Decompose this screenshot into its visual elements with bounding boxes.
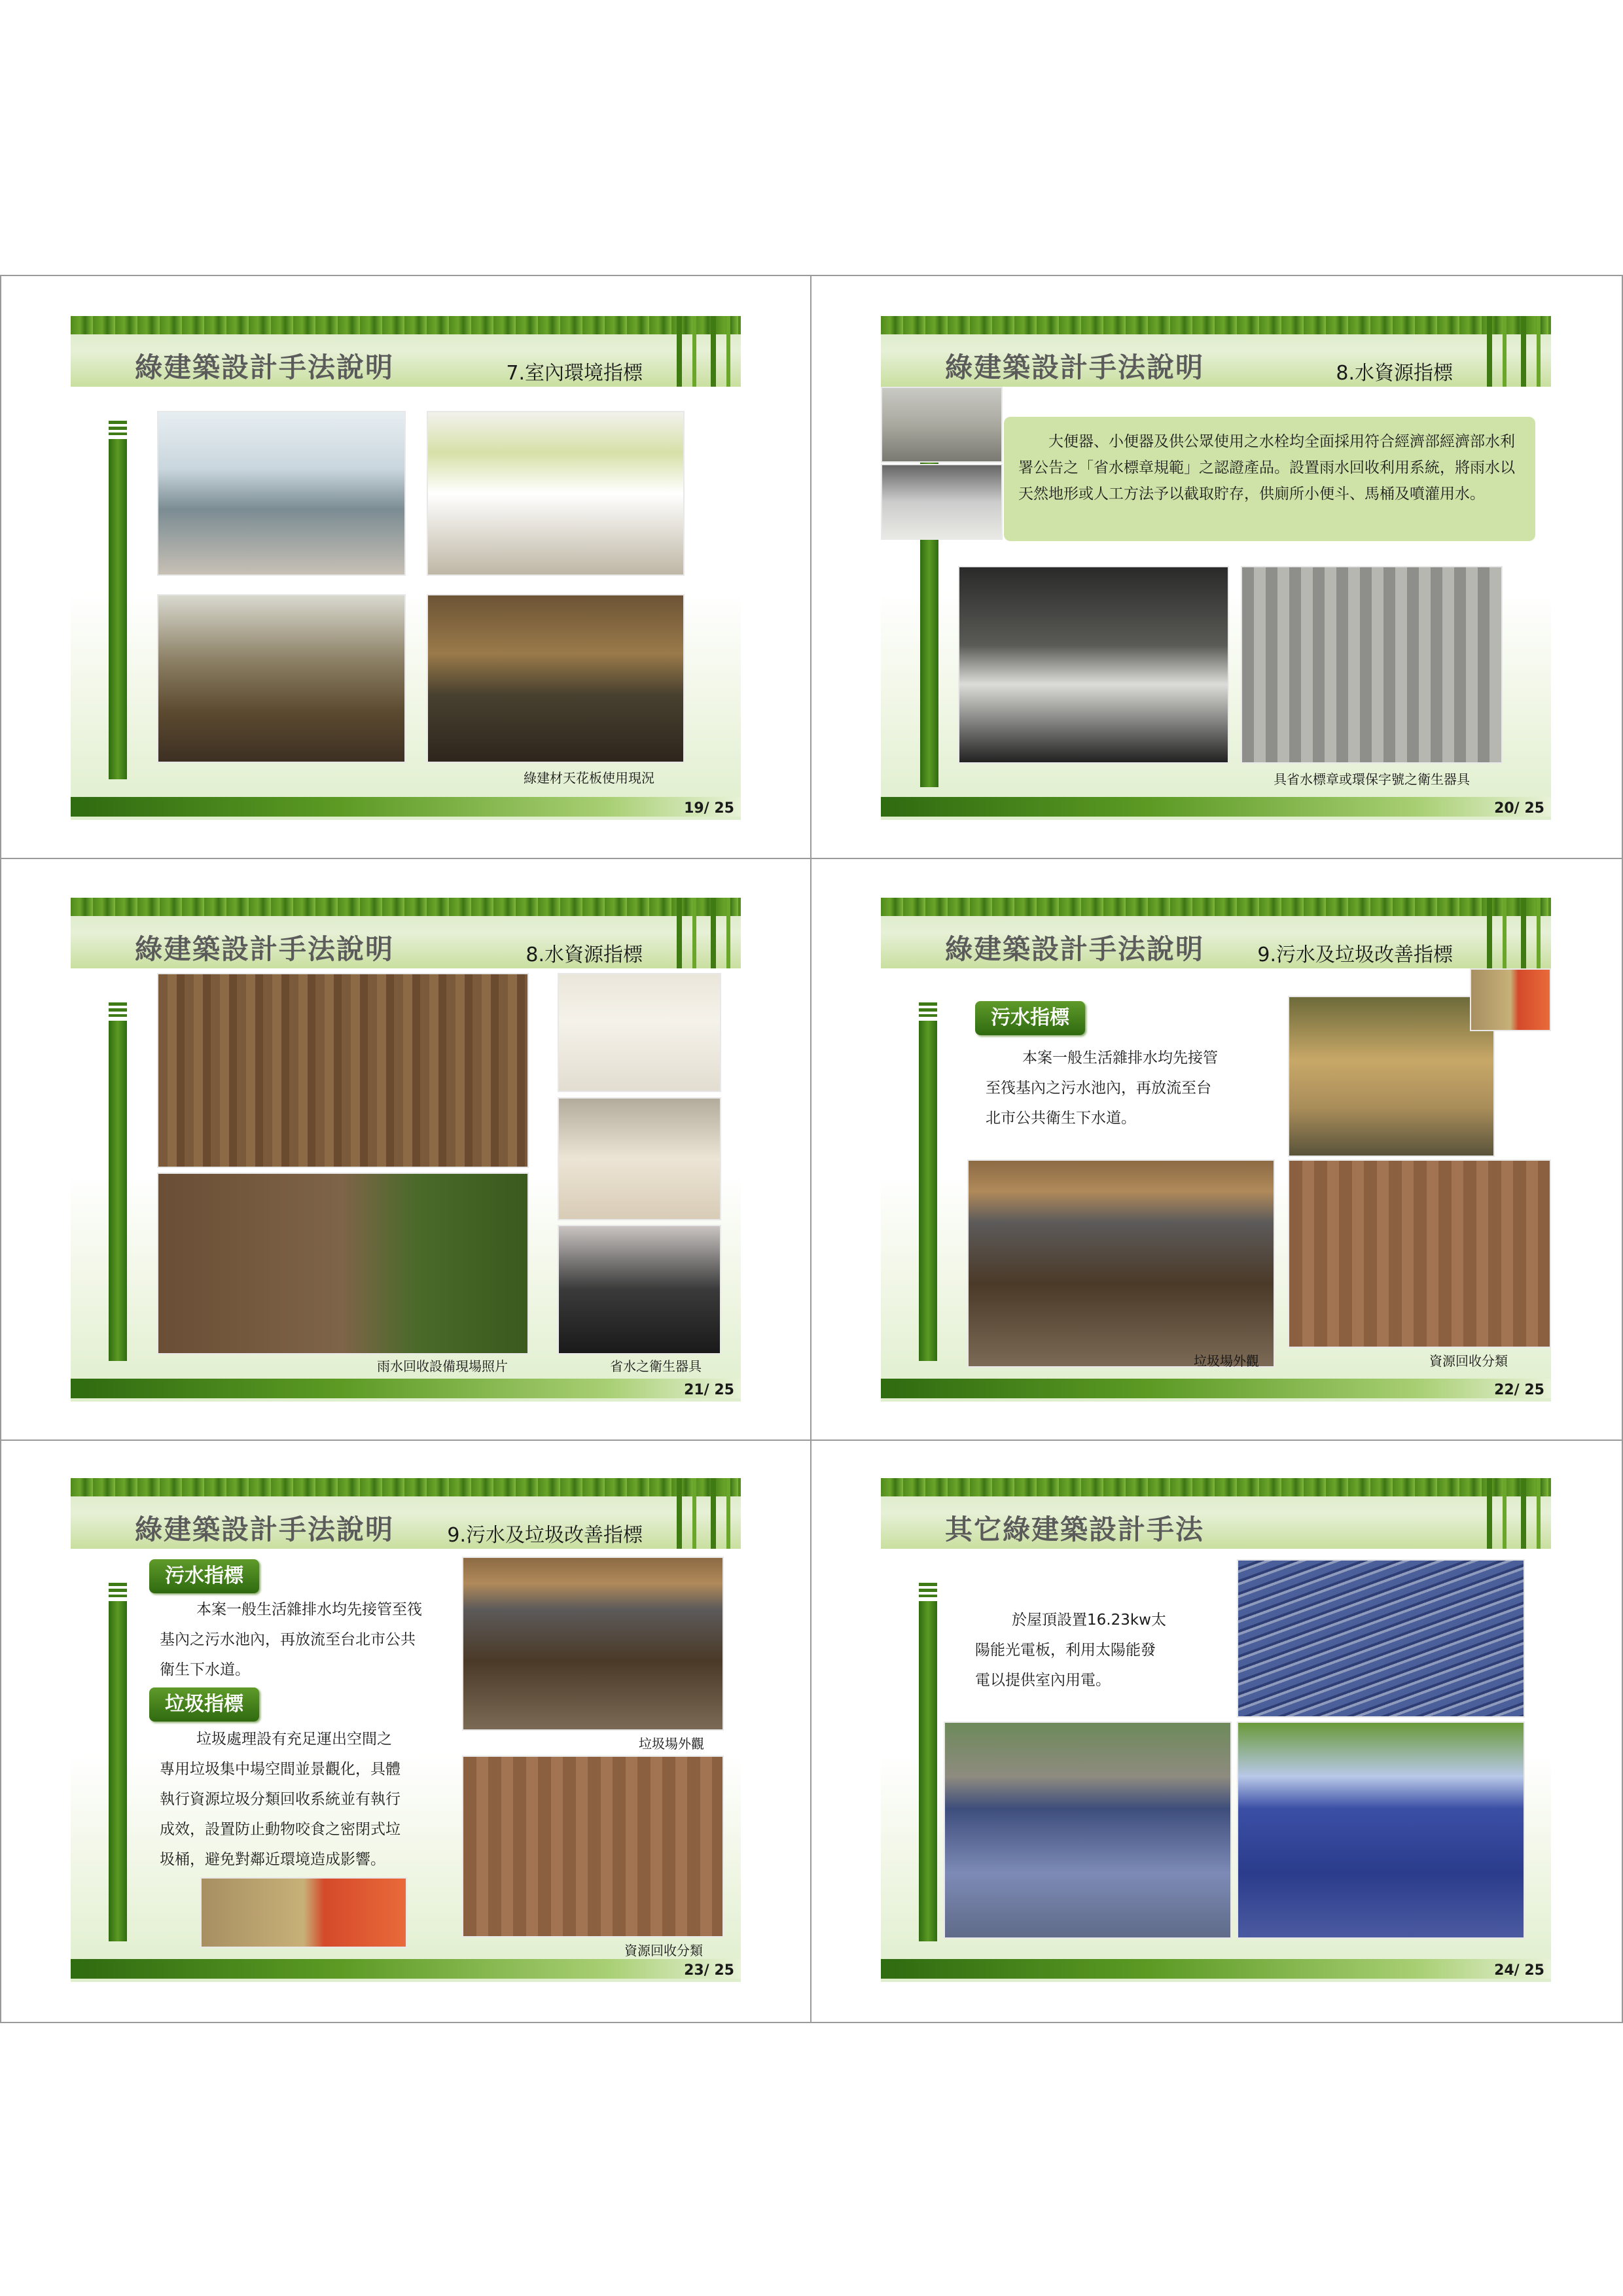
footer-bar [881,797,1551,817]
photo-rainwater-building [157,973,529,1168]
photo-flush-sensor [881,387,1003,463]
photo-faucet [881,464,1003,540]
photo-toilet [958,566,1229,764]
title-band-stripes [662,316,741,387]
title-band-texture [881,316,1551,334]
side-bar-marks [109,1002,127,1017]
sewage-text: 本案一般生活雜排水均先接管 至筏基內之污水池內，再放流至台 北市公共衛生下水道。 [986,1050,1218,1127]
sewage-tag: 污水指標 [149,1559,259,1593]
page-number: 22/ 25 [1494,1382,1544,1398]
side-bar [919,1601,937,1941]
slide-title: 綠建築設計手法說明 [945,933,1205,965]
photo-garbage-room-exterior [967,1159,1275,1368]
photo-caption-exterior: 垃圾場外觀 [1194,1353,1259,1369]
slide-title: 綠建築設計手法說明 [135,1513,395,1545]
photo-saving-faucet [558,1097,721,1220]
garbage-tag: 垃圾指標 [149,1687,259,1722]
sewage-text: 本案一般生活雜排水均先接管至筏 基內之污水池內，再放流至台北市公共 衛生下水道。 [160,1601,422,1678]
title-band-texture [71,1478,741,1496]
photo-library-interior [157,411,406,576]
photo-caption-exterior: 垃圾場外觀 [639,1736,704,1752]
photo-rooftop-solar-array [944,1722,1232,1939]
grid-divider-row1 [0,858,1623,859]
side-bar [109,1601,127,1941]
title-band-stripes [1472,316,1551,387]
page-number: 20/ 25 [1494,800,1544,817]
photo-garbage-room-exterior [462,1557,724,1731]
slide-21 [71,898,741,1402]
photo-solar-array-sky [1237,1722,1525,1939]
slide-subtitle: 9.污水及垃圾改善指標 [1257,944,1453,966]
grid-divider-vertical [810,276,812,2022]
title-band-texture [71,316,741,334]
footer-bar [71,797,741,817]
slide-title: 綠建築設計手法說明 [135,933,395,965]
title-band-texture [71,898,741,916]
grid-divider-row2 [0,1439,1623,1441]
photo-urinals [1241,566,1503,764]
slide-title: 綠建築設計手法說明 [945,351,1205,383]
photo-caption-recycle: 資源回收分類 [1429,1353,1508,1369]
photo-caption: 綠建材天花板使用現況 [524,770,654,786]
footer-bar [881,1959,1551,1979]
photo-buckets [1470,968,1551,1031]
photo-reading-room [427,411,685,576]
garbage-text: 垃圾處理設有充足運出空間之 專用垃圾集中場空間並景觀化，具體 執行資源垃圾分類回收系統並有執行 成效，設置防止動物咬食之密閉式垃 圾桶，避免對鄰近環境造成影響。 [160,1731,401,1868]
photo-caption-fixtures: 省水之衛生器具 [610,1358,702,1374]
slide-subtitle: 9.污水及垃圾改善指標 [447,1524,643,1547]
page-number: 23/ 25 [684,1962,734,1979]
photo-study-hall [157,594,406,763]
grid-border-left [0,276,1,2022]
slide-subtitle: 7.室內環境指標 [506,362,643,385]
photo-recycle-boxes [1288,996,1495,1157]
title-band-stripes [1472,1478,1551,1549]
photo-recycle-sorting [462,1756,724,1937]
slide-24 [881,1478,1551,1982]
page-number: 19/ 25 [684,800,734,817]
slide-title: 其它綠建築設計手法 [945,1513,1205,1545]
water-description-box: 大便器、小便器及供公眾使用之水栓均全面採用符合經濟部經濟部水利署公告之「省水標章規範」之認證產品。設置雨水回收利用系統，將雨水以天然地形或人工方法予以截取貯存，供廁所小便斗、馬桶及噴灌用水。 [1004,417,1535,541]
solar-text: 於屋頂設置16.23kw太 陽能光電板，利用太陽能發 電以提供室內用電。 [975,1612,1166,1689]
side-bar-marks [919,1583,937,1597]
page-number: 21/ 25 [684,1382,734,1398]
page-number: 24/ 25 [1494,1962,1544,1979]
side-bar-marks [109,1583,127,1597]
photo-recycle-sorting [1288,1159,1551,1348]
title-band-stripes [1472,898,1551,968]
title-band-stripes [662,1478,741,1549]
slide-19 [71,316,741,820]
photo-solar-panels-closeup [1237,1559,1525,1718]
photo-caption: 具省水標章或環保字號之衛生器具 [1274,771,1470,787]
side-bar [109,1021,127,1361]
photo-timber-ceiling-hall [427,594,685,763]
side-bar [109,439,127,779]
photo-recycle-bins [200,1877,407,1948]
slide-title: 綠建築設計手法說明 [135,351,395,383]
slide-subtitle: 8.水資源指標 [1336,362,1453,385]
sewage-tag: 污水指標 [975,1001,1085,1035]
photo-squat-toilet [558,1225,721,1354]
side-bar [919,1021,937,1361]
photo-caption-recycle: 資源回收分類 [624,1943,703,1958]
photo-caption-rainwater: 雨水回收設備現場照片 [377,1358,508,1374]
side-bar-marks [919,1002,937,1017]
footer-bar [881,1379,1551,1398]
title-band-texture [881,1478,1551,1496]
slide-22 [881,898,1551,1402]
side-bar-marks [109,421,127,435]
photo-water-saving-label [558,973,721,1092]
footer-bar [71,1379,741,1398]
photo-rainwater-tank [157,1173,529,1354]
title-band-texture [881,898,1551,916]
slide-23 [71,1478,741,1982]
footer-bar [71,1959,741,1979]
title-band-stripes [662,898,741,968]
slide-subtitle: 8.水資源指標 [526,944,643,966]
slide-20 [881,316,1551,820]
